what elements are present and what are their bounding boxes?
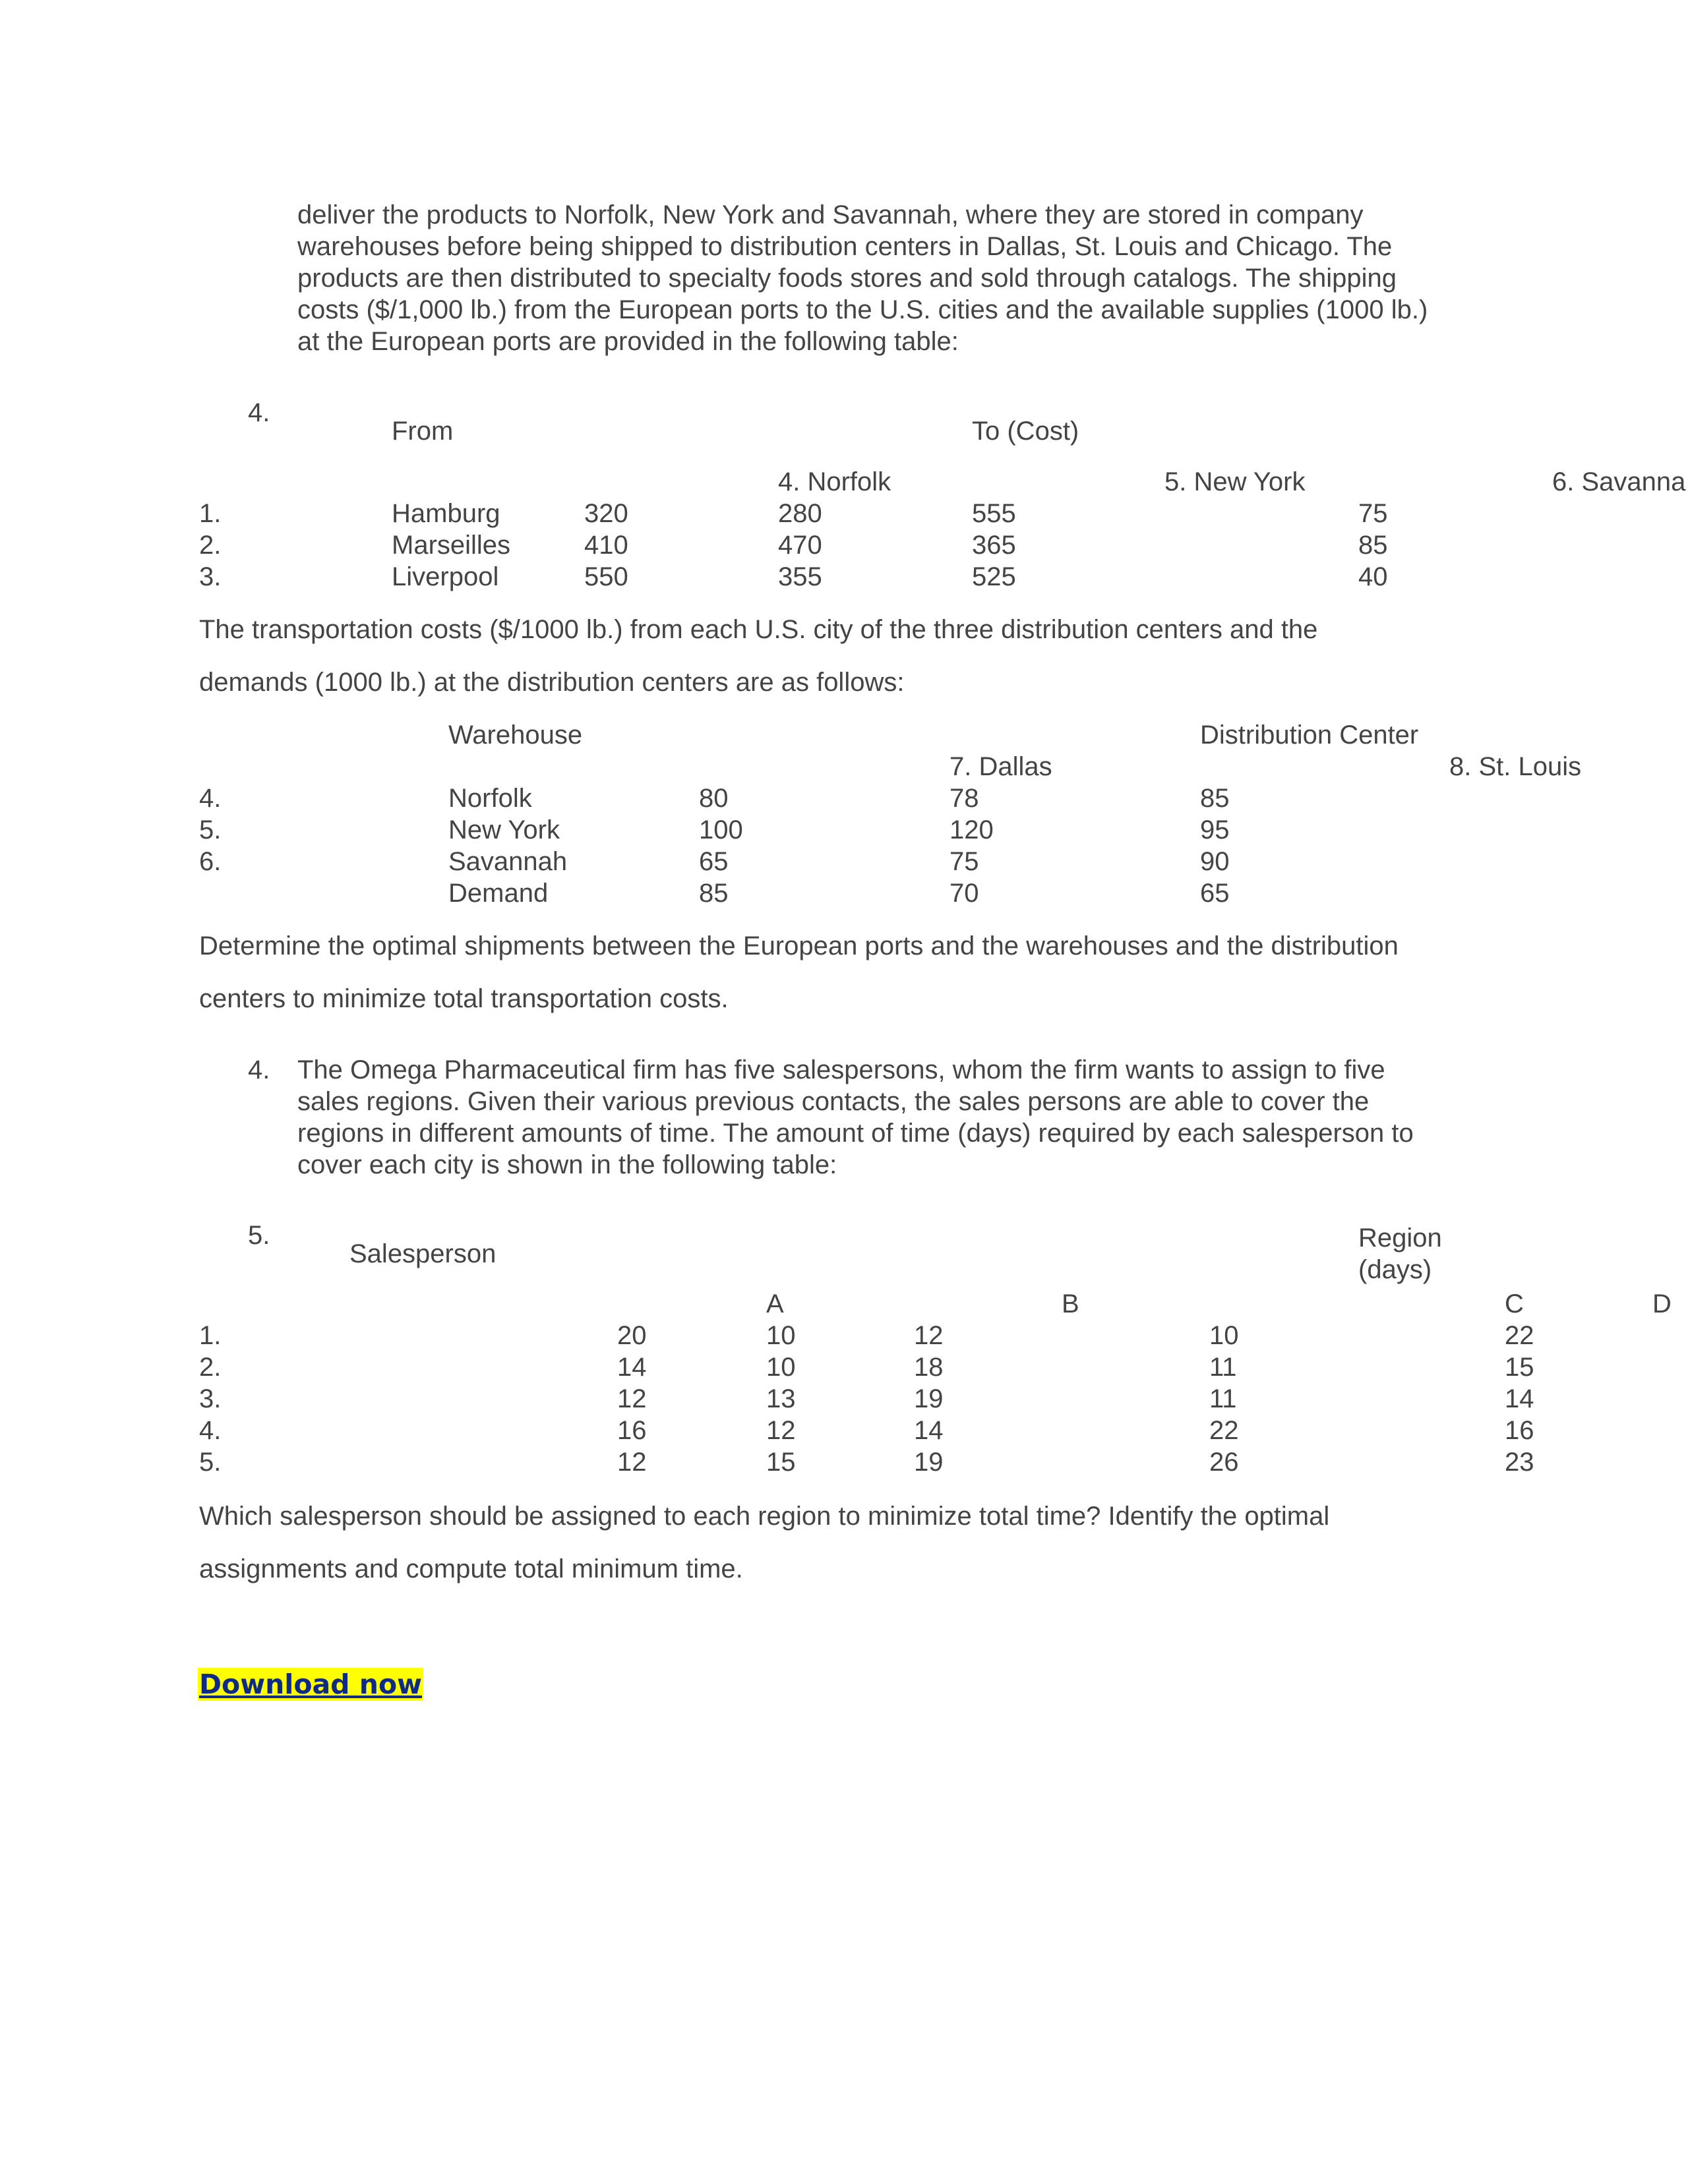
- body-text: assignments and compute total minimum time.: [199, 1554, 743, 1583]
- problem-line: The Omega Pharmaceutical firm has five salespersons, whom the firm wants to assign to five: [297, 1055, 1385, 1084]
- column-header: D: [1652, 1289, 1672, 1318]
- table-cell: 22: [1505, 1321, 1534, 1350]
- intro-line: at the European ports are provided in the following table:: [297, 327, 959, 356]
- table-cell: 19: [914, 1384, 944, 1413]
- row-number: 5.: [199, 1448, 222, 1477]
- row-number: 1.: [199, 499, 222, 528]
- table-cell: 555: [972, 499, 1016, 528]
- row-number: 4.: [199, 784, 222, 813]
- row-number: 4.: [199, 1416, 222, 1445]
- column-header: 5. New York: [1164, 467, 1306, 496]
- row-number: 2.: [199, 531, 222, 560]
- row-number: 1.: [199, 1321, 222, 1350]
- warehouse-name: Norfolk: [448, 784, 532, 813]
- intro-line: costs ($/1,000 lb.) from the European ports to the U.S. cities and the available supplies (1000 lb.): [297, 295, 1428, 324]
- table-cell: 16: [617, 1416, 647, 1445]
- row-number: 3.: [199, 562, 222, 591]
- table-cell: 100: [699, 815, 743, 844]
- table-cell: 11: [1209, 1384, 1237, 1413]
- table-cell: 410: [584, 531, 628, 560]
- port-name: Liverpool: [392, 562, 499, 591]
- table-cell: 90: [1200, 847, 1230, 876]
- table-cell: 280: [778, 499, 822, 528]
- intro-line: products are then distributed to specialty foods stores and sold through catalogs. The shipping: [297, 264, 1397, 293]
- table-cell: 320: [584, 499, 628, 528]
- problem-line: cover each city is shown in the following table:: [297, 1150, 837, 1179]
- table-cell: 525: [972, 562, 1016, 591]
- table-cell: 18: [914, 1353, 944, 1382]
- row-number: 6.: [199, 847, 222, 876]
- from-header: From: [392, 417, 454, 446]
- table-cell: 70: [950, 879, 979, 908]
- table-cell: 550: [584, 562, 628, 591]
- port-name: Marseilles: [392, 531, 511, 560]
- table-cell: 120: [950, 815, 994, 844]
- table-cell: 365: [972, 531, 1016, 560]
- table-cell: 13: [766, 1384, 796, 1413]
- table-cell: 85: [1200, 784, 1230, 813]
- table-cell: 85: [1358, 531, 1388, 560]
- table-cell: 75: [1358, 499, 1388, 528]
- table-cell: 65: [1200, 879, 1230, 908]
- table-cell: 19: [914, 1448, 944, 1477]
- table-cell: 85: [699, 879, 729, 908]
- column-header: A: [766, 1289, 784, 1318]
- column-header: 8. St. Louis: [1449, 752, 1582, 781]
- table-cell: 10: [766, 1321, 796, 1350]
- table-cell: 12: [914, 1321, 944, 1350]
- table-cell: 40: [1358, 562, 1388, 591]
- table-cell: 12: [766, 1416, 796, 1445]
- warehouse-header: Warehouse: [448, 721, 583, 750]
- port-name: Hamburg: [392, 499, 500, 528]
- table-cell: 80: [699, 784, 729, 813]
- table-cell: 355: [778, 562, 822, 591]
- table-cell: 11: [1209, 1353, 1237, 1382]
- table-cell: 22: [1209, 1416, 1239, 1445]
- region-header: Region: [1358, 1224, 1442, 1253]
- table-cell: 14: [1505, 1384, 1534, 1413]
- table-cell: 16: [1505, 1416, 1534, 1445]
- row-number: 2.: [199, 1353, 222, 1382]
- body-text: The transportation costs ($/1000 lb.) from each U.S. city of the three distribution centers and the: [199, 615, 1318, 644]
- table-cell: 14: [914, 1416, 944, 1445]
- list-number: 4.: [248, 1055, 270, 1084]
- table-number: 4.: [248, 398, 270, 427]
- table-cell: 12: [617, 1384, 647, 1413]
- table-cell: 65: [699, 847, 729, 876]
- warehouse-name: New York: [448, 815, 560, 844]
- body-text: centers to minimize total transportation costs.: [199, 984, 729, 1013]
- row-number: 5.: [199, 815, 222, 844]
- table-cell: 10: [766, 1353, 796, 1382]
- table-cell: 75: [950, 847, 979, 876]
- table-cell: 95: [1200, 815, 1230, 844]
- table-cell: 15: [766, 1448, 796, 1477]
- warehouse-name: Savannah: [448, 847, 568, 876]
- table-cell: 23: [1505, 1448, 1534, 1477]
- table-cell: 470: [778, 531, 822, 560]
- body-text: demands (1000 lb.) at the distribution centers are as follows:: [199, 668, 905, 697]
- column-header: 4. Norfolk: [778, 467, 891, 496]
- table-cell: 26: [1209, 1448, 1239, 1477]
- table-cell: 15: [1505, 1353, 1534, 1382]
- to-cost-header: To (Cost): [972, 417, 1079, 446]
- problem-line: sales regions. Given their various previous contacts, the sales persons are able to cover the: [297, 1087, 1370, 1116]
- intro-line: deliver the products to Norfolk, New York and Savannah, where they are stored in company: [297, 200, 1364, 229]
- table-cell: 14: [617, 1353, 647, 1382]
- region-header-unit: (days): [1358, 1255, 1432, 1284]
- body-text: Which salesperson should be assigned to each region to minimize total time? Identify the optimal: [199, 1502, 1330, 1531]
- column-header: C: [1505, 1289, 1524, 1318]
- intro-line: warehouses before being shipped to distribution centers in Dallas, St. Louis and Chicago. The: [297, 232, 1393, 261]
- demand-label: Demand: [448, 879, 549, 908]
- problem-line: regions in different amounts of time. The amount of time (days) required by each salesperson to: [297, 1119, 1414, 1148]
- table-cell: 12: [617, 1448, 647, 1477]
- distribution-center-header: Distribution Center: [1200, 721, 1419, 750]
- body-text: Determine the optimal shipments between the European ports and the warehouses and the distribution: [199, 931, 1399, 960]
- table-cell: 10: [1209, 1321, 1239, 1350]
- table-number: 5.: [248, 1221, 270, 1250]
- column-header: B: [1062, 1289, 1079, 1318]
- row-number: 3.: [199, 1384, 222, 1413]
- table-cell: 78: [950, 784, 979, 813]
- table-cell: 20: [617, 1321, 647, 1350]
- column-header: 6. Savanna: [1552, 467, 1686, 496]
- download-now-link[interactable]: Download now: [199, 1668, 423, 1700]
- column-header: 7. Dallas: [950, 752, 1052, 781]
- salesperson-header: Salesperson: [349, 1239, 497, 1268]
